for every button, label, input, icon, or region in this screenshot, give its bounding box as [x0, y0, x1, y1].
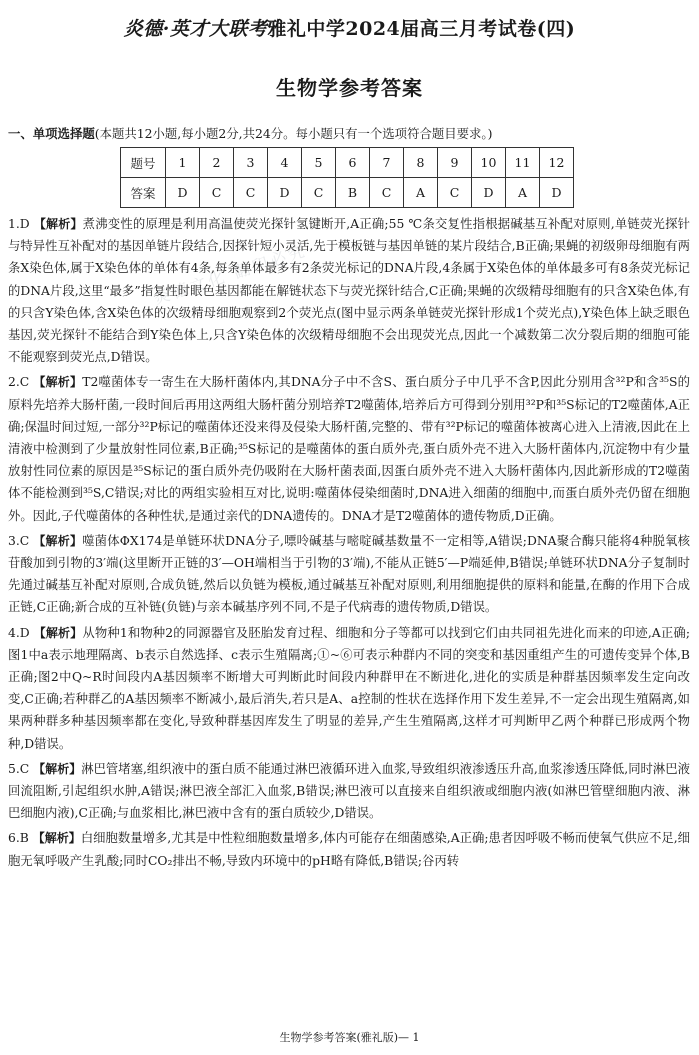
item-text: 淋巴管堵塞,组织液中的蛋白质不能通过淋巴液循环进入血浆,导致组织液渗透压升高,血浆渗透压降低,同时淋巴液回流阻断,引起组织水肿,A错误;淋巴液全部汇入血浆,B错误;淋巴液可以直接来自组织液或细胞内液(如淋巴管壁细胞内液、淋巴细胞内液),C正确;与血浆相比,淋巴液中含有的蛋白质较少,D错误。: [8, 761, 690, 821]
section-label: 一、单项选择题: [8, 126, 95, 141]
row-label-answer: 答案: [121, 178, 166, 208]
explanation-item: [8, 622, 690, 755]
answer-table-answer-row: [121, 178, 574, 208]
exam-header: [0, 14, 699, 41]
analysis-tag: 【解析】: [33, 533, 83, 548]
answer-cell: A: [506, 178, 540, 208]
analysis-tag: 【解析】: [33, 761, 82, 776]
question-number: 5: [302, 148, 336, 178]
answer-cell: D: [268, 178, 302, 208]
brand-title: 炎德·英才大联考: [123, 18, 268, 40]
answer-cell: C: [302, 178, 336, 208]
item-number: 1.D: [8, 217, 30, 231]
item-number: 5.C: [8, 761, 30, 776]
explanation-item: [8, 213, 690, 368]
analysis-tag: 【解析】: [32, 831, 81, 846]
exam-title: 雅礼中学2024届高三月考试卷(四): [267, 18, 576, 40]
item-text: 煮沸变性的原理是利用高温使荧光探针氢键断开,A正确;55 ℃条交复性指根据碱基互补配对原则,单链荧光探针与特异性互补配对的基因单链片段结合,因探针短小灵活,先于模板链与基因单链的某片段结合,B正确;果蝇的初级卵母细胞有两条X染色体,属于X染色体的单体有4条,每条单体最多有2条荧光标记的DNA片段,4条属于X染色体的单体最多可有8条荧光标记的DNA片段,这里“最多”指复性时眼色基因都能在解链状态下与荧光探针结合,C正确;果蝇的次级精母细胞有的只含X染色体,有的只含Y染色体,含X染色体的次级精母细胞观察到2个荧光点(图中显示两条单链荧光探针形成1个荧光点),Y染色体上缺乏眼色基因,荧光探针不能结合到Y染色体上,只含Y染色体的次级精母细胞不会出现荧光点,因此一个减数第二次分裂后期的细胞可能不能观察到荧光点,D错误。: [8, 217, 690, 365]
explanation-item: [8, 758, 690, 825]
explanations: [8, 213, 690, 875]
question-number: 8: [404, 148, 438, 178]
page-footer: 生物学参考答案(雅礼版)— 1: [279, 1031, 420, 1044]
item-text: 从物种1和物种2的同源器官及胚胎发育过程、细胞和分子等都可以找到它们由共同祖先进化而来的印迹,A正确;图1中a表示地理隔离、b表示自然选择、c表示生殖隔离;①~⑥可表示种群内不同的突变和基因重组产生的可遗传变异个体,B正确;图2中Q~R时间段内A基因频率不断增大可判断此时间段内种群甲在不断进化,进化的实质是种群基因频率发生定向改变,C正确;若种群乙的A基因频率不断减小,最后消失,若只是A、a控制的性状在选择作用下发生差异,不一定会出现生殖隔离,如果两种群多种基因频率都在变化,导致种群基因库发生了明显的差异,产生生殖隔离,这样才可判断甲乙两个种群已形成两个物种,D错误。: [8, 625, 690, 751]
question-number: 7: [370, 148, 404, 178]
answer-table-number-row: [121, 148, 574, 178]
answer-cell: D: [540, 178, 574, 208]
question-number: 1: [166, 148, 200, 178]
answer-cell: C: [370, 178, 404, 208]
explanation-item: [8, 827, 690, 871]
explanation-item: [8, 530, 690, 619]
answer-cell: C: [438, 178, 472, 208]
answer-table: [120, 147, 574, 208]
answer-cell: B: [336, 178, 370, 208]
question-number: 6: [336, 148, 370, 178]
page-title: 生物学参考答案: [276, 76, 423, 100]
answer-cell: C: [200, 178, 234, 208]
item-text: T2噬菌体专一寄生在大肠杆菌体内,其DNA分子中不含S、蛋白质分子中几乎不含P,因此分别用含³²P和含³⁵S的原料先培养大肠杆菌,一段时间后再用这两组大肠杆菌分别培养T2噬菌体,培养后方可得到分别用³²P和³⁵S标记的T2噬菌体,A正确;保温时间过短,一部分³²P标记的噬菌体还没来得及侵染大肠杆菌,完整的、带有³²P标记的噬菌体被离心进入上清液,因此在上清液中检测到了少量放射性同位素,B正确;³⁵S标记的是噬菌体的蛋白质外壳,蛋白质外壳不进入大肠杆菌体内,沉淀物中有少量放射性同位素的原因是³⁵S标记的蛋白质外壳仍吸附在大肠杆菌表面,因蛋白质外壳不进入大肠杆菌体内,因此新形成的T2噬菌体不能检测到³⁵S,C错误;对比的两组实验相互对比,说明:噬菌体侵染细菌时,DNA进入细菌的细胞中,而蛋白质外壳仍留在细胞外。因此,子代噬菌体的各种性状,是通过亲代的DNA遗传的。DNA才是T2噬菌体的遗传物质,D正确。: [8, 375, 690, 523]
item-text: 噬菌体ΦX174是单链环状DNA分子,嘌呤碱基与嘧啶碱基数量不一定相等,A错误;DNA聚合酶只能将4种脱氧核苷酸加到引物的3′端(这里断开正链的3′—OH端相当于引物的3′端),不能从正链5′—P端延伸,B错误;单链环状DNA分子复制时先通过碱基互补配对原则,合成负链,然后以负链为模板,通过碱基互补配对原则,利用细胞提供的原料和能量,在酶的作用下合成正链,C正确;新合成的互补链(负链)与亲本碱基序列不同,不是子代病毒的遗传物质,D错误。: [8, 533, 690, 615]
section-note: (本题共12小题,每小题2分,共24分。每小题只有一个选项符合题目要求。): [94, 126, 493, 141]
answer-cell: A: [404, 178, 438, 208]
question-number: 9: [438, 148, 472, 178]
question-number: 3: [234, 148, 268, 178]
question-number: 11: [506, 148, 540, 178]
item-number: 6.B: [8, 831, 29, 846]
analysis-tag: 【解析】: [33, 217, 83, 231]
analysis-tag: 【解析】: [33, 625, 83, 640]
watermark: 炎德文化 翻印必究: [151, 240, 310, 309]
section-heading: [8, 124, 492, 142]
answer-cell: D: [472, 178, 506, 208]
item-text: 白细胞数量增多,尤其是中性粒细胞数量增多,体内可能存在细菌感染,A正确;患者因呼吸不畅而使氧气供应不足,细胞无氧呼吸产生乳酸;同时CO₂排出不畅,导致内环境中的pH略有降低,B错误;谷丙转: [8, 831, 690, 868]
question-number: 4: [268, 148, 302, 178]
question-number: 10: [472, 148, 506, 178]
answer-cell: D: [166, 178, 200, 208]
item-number: 4.D: [8, 625, 30, 640]
question-number: 12: [540, 148, 574, 178]
analysis-tag: 【解析】: [33, 375, 83, 390]
item-number: 2.C: [8, 375, 30, 390]
question-number: 2: [200, 148, 234, 178]
answer-cell: C: [234, 178, 268, 208]
item-number: 3.C: [8, 533, 30, 548]
row-label-number: 题号: [121, 148, 166, 178]
explanation-item: [8, 371, 690, 526]
